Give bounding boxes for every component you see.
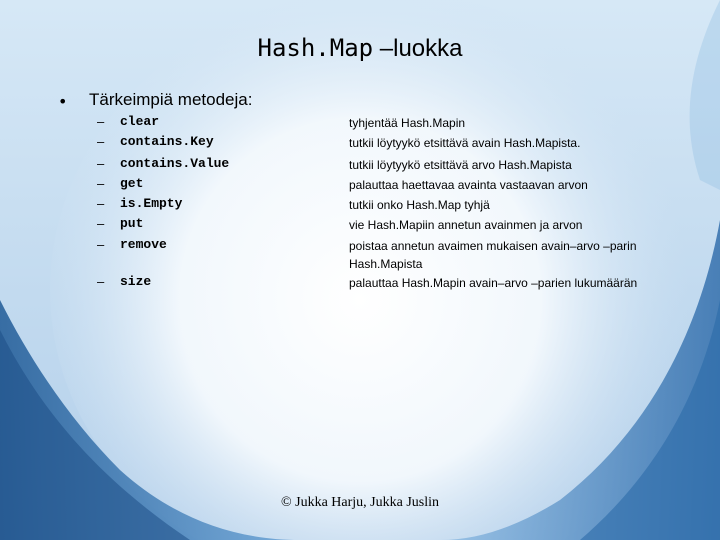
slide-title	[0, 33, 720, 64]
dash-marker: –	[97, 176, 105, 191]
method-name: size	[120, 274, 152, 289]
method-description: vie Hash.Mapiin annetun avainmen ja arvon	[349, 218, 583, 232]
title-code: Hash.Map	[257, 34, 374, 62]
bullet-marker: •	[58, 92, 68, 111]
dash-marker: –	[97, 237, 105, 252]
method-name: clear	[120, 114, 160, 129]
method-description: tutkii löytyykö etsittävä avain Hash.Mapista.	[349, 136, 581, 150]
bullet-heading: Tärkeimpiä metodeja:	[89, 90, 253, 109]
method-name: get	[120, 176, 144, 191]
dash-marker: –	[97, 196, 105, 211]
method-name: put	[120, 216, 144, 231]
method-name: contains.Key	[120, 134, 214, 149]
dash-marker: –	[97, 274, 105, 289]
dash-marker: –	[97, 114, 105, 129]
footer-copyright: © Jukka Harju, Jukka Juslin	[280, 495, 439, 510]
method-description: tyhjentää Hash.Mapin	[349, 116, 466, 130]
method-name: remove	[120, 237, 167, 252]
method-description: tutkii onko Hash.Map tyhjä	[349, 198, 490, 212]
method-description: palauttaa haettavaa avainta vastaavan arvon	[349, 178, 588, 192]
method-description: palauttaa Hash.Mapin avain–arvo –parien lukumäärän	[349, 276, 638, 290]
method-description: poistaa annetun avaimen mukaisen avain–arvo –parin Hash.Mapista	[349, 239, 637, 271]
title-text: –luokka	[373, 35, 463, 62]
method-description: tutkii löytyykö etsittävä arvo Hash.Mapista	[349, 158, 572, 172]
dash-marker: –	[97, 134, 105, 149]
method-name: is.Empty	[120, 196, 183, 211]
dash-marker: –	[97, 216, 105, 231]
dash-marker: –	[97, 156, 105, 171]
method-name: contains.Value	[120, 156, 230, 171]
